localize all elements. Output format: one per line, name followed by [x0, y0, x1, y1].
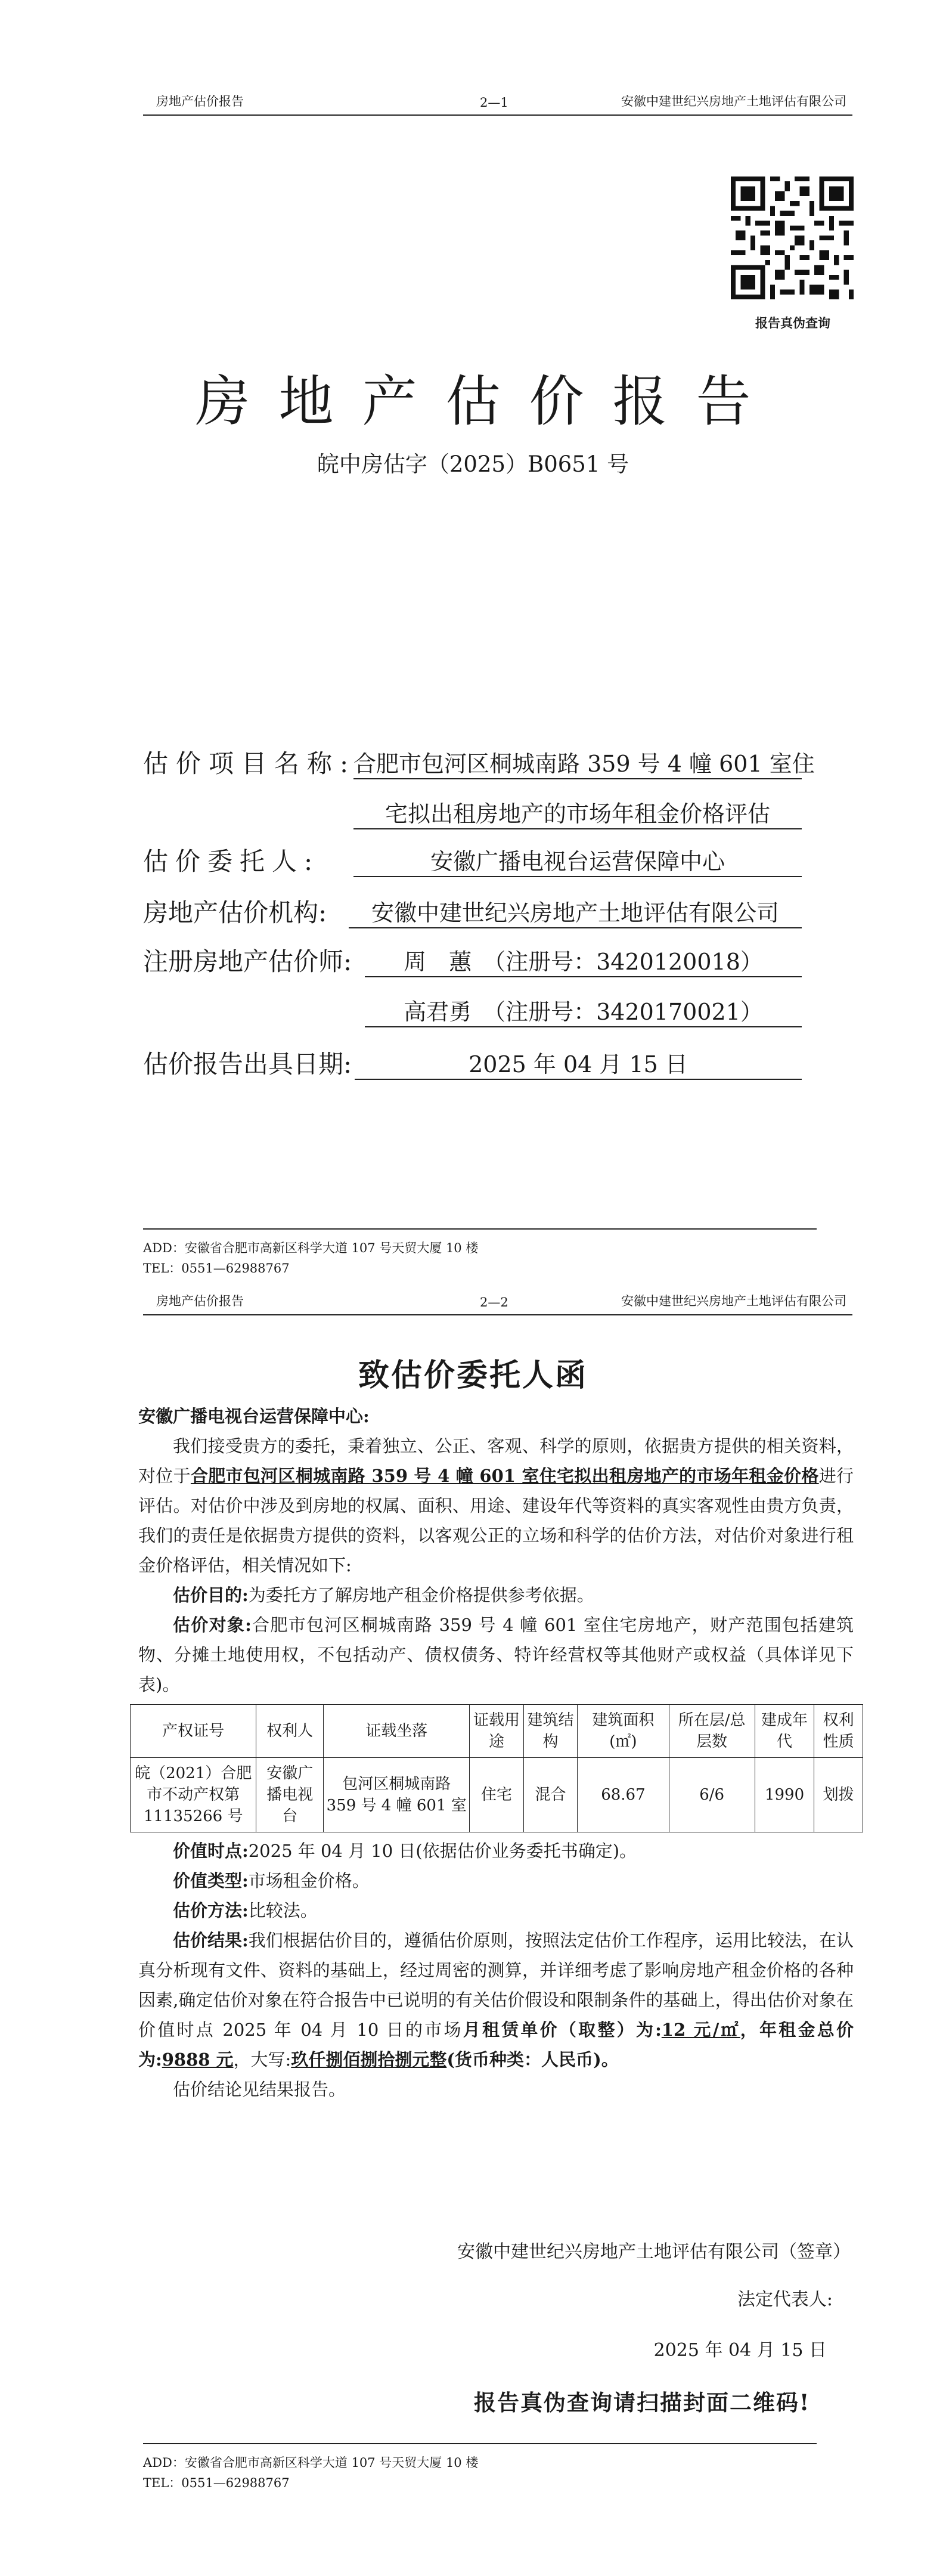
th-structure: 建筑结构 — [523, 1705, 578, 1758]
value-type: 价值类型:市场租金价格。 — [173, 1871, 370, 1891]
th-use: 证载用途 — [470, 1705, 524, 1758]
th-year: 建成年代 — [755, 1705, 814, 1758]
cell-cert: 皖（2021）合肥市不动产权第11135266 号 — [131, 1758, 256, 1832]
total-price: 9888 元 — [162, 2049, 234, 2070]
footer-tel: TEL：0551—62988767 — [143, 1261, 290, 1275]
total-price-uppercase: 玖仟捌佰捌拾捌元整 — [291, 2049, 447, 2070]
purpose-paragraph: 估价目的:为委托方了解房地产租金价格提供参考依据。 — [173, 1585, 594, 1605]
valuation-result: 估价结果:我们根据估价目的，遵循估价原则，按照法定估价工作程序，运用比较法，在认真分析现有文件、资料的基础上，经过周密的测算，并详细考虑了影响房地产租金价格的各种因素,确定估价对象在符合报告中已说明的有关估价假设和限制条件的基础上，得出估价对象在价值时点 2025 年 04 月 10 日的市场月租赁单价（取整）为:12 元/㎡，年租金总价为:9888 元，大写:玖仟捌佰捌拾捌元整(货币种类：人民币)。 — [138, 1930, 854, 2070]
header-page-number: 2—1 — [480, 95, 508, 110]
intro-paragraph: 我们接受贵方的委托，秉着独立、公正、客观、科学的原则，依据贵方提供的相关资料，对位于合肥市包河区桐城南路 359 号 4 幢 601 室住宅拟出租房地产的市场年租金价格进行评估。对估价中涉及到房地的权属、面积、用途、建设年代等资料的真实客观性由贵方负责，我们的责任是依据贵方提供的资料，以客观公正的立场和科学的估价方法，对估价对象进行租金价格评估，相关情况如下: — [138, 1436, 854, 1575]
letter-page — [0, 1288, 946, 2576]
cell-right: 划拨 — [814, 1758, 863, 1832]
report-title: 房地产估价报告 — [195, 370, 780, 434]
client-label: 估价委托人: — [143, 847, 320, 876]
th-owner: 权利人 — [256, 1705, 324, 1758]
letter-title: 致估价委托人函 — [358, 1357, 588, 1394]
salutation: 安徽广播电视台运营保障中心: — [138, 1406, 370, 1426]
qr-caption: 报告真伪查询 — [755, 315, 830, 330]
cell-area: 68.67 — [578, 1758, 669, 1832]
cell-location: 包河区桐城南路 359 号 4 幢 601 室 — [324, 1758, 470, 1832]
footer-address: ADD：安徽省合肥市高新区科学大道 107 号天贸大厦 10 楼 — [143, 1241, 479, 1255]
header-right: 安徽中建世纪兴房地产土地评估有限公司 — [621, 94, 846, 109]
page-footer — [143, 2443, 817, 2493]
cell-use: 住宅 — [470, 1758, 524, 1832]
appraiser-1: 周 蕙 （注册号：3420120018） — [365, 943, 802, 977]
header-page-number: 2—2 — [480, 1295, 508, 1309]
property-table — [130, 1704, 863, 1832]
header-left: 房地产估价报告 — [156, 1294, 244, 1308]
cell-structure: 混合 — [523, 1758, 578, 1832]
conclusion: 估价结论见结果报告。 — [173, 2079, 346, 2100]
date-value: 2025 年 04 月 15 日 — [355, 1046, 802, 1080]
object-paragraph: 估价对象:合肥市包河区桐城南路 359 号 4 幢 601 室住宅房地产，财产范围包括建筑物、分摊土地使用权，不包括动产、债权债务、特许经营权等其他财产或权益（具体详见下表)。 — [138, 1615, 854, 1695]
project-value-line1: 合肥市包河区桐城南路 359 号 4 幢 601 室住 — [353, 745, 802, 779]
th-area: 建筑面积(㎡) — [578, 1705, 669, 1758]
company-signature: 安徽中建世纪兴房地产土地评估有限公司（签章） — [457, 2241, 851, 2262]
legal-representative: 法定代表人: — [737, 2289, 833, 2310]
table-row — [131, 1758, 863, 1832]
cell-floor: 6/6 — [669, 1758, 755, 1832]
project-label: 估价项目名称: — [143, 749, 356, 778]
header-left: 房地产估价报告 — [156, 94, 244, 109]
appraiser-label: 注册房地产估价师: — [143, 947, 352, 976]
footer-tel: TEL：0551—62988767 — [143, 2476, 290, 2490]
letter-date: 2025 年 04 月 15 日 — [653, 2340, 827, 2361]
value-time: 价值时点:2025 年 04 月 10 日(依据估价业务委托书确定)。 — [173, 1841, 637, 1861]
report-number: 皖中房估字（2025）B0651 号 — [317, 451, 629, 477]
footer-address: ADD：安徽省合肥市高新区科学大道 107 号天贸大厦 10 楼 — [143, 2456, 479, 2470]
qr-code-icon[interactable] — [731, 177, 854, 299]
page-header — [143, 88, 852, 116]
subject-highlight: 合肥市包河区桐城南路 359 号 4 幢 601 室住宅拟出租房地产的市场年租金价格 — [190, 1466, 819, 1486]
cell-owner: 安徽广播电视台 — [256, 1758, 324, 1832]
th-cert: 产权证号 — [131, 1705, 256, 1758]
verification-note: 报告真伪查询请扫描封面二维码! — [474, 2389, 811, 2416]
unit-price: 12 元/㎡ — [661, 2020, 740, 2040]
page-footer — [143, 1228, 817, 1278]
th-floor: 所在层/总层数 — [669, 1705, 755, 1758]
agency-value: 安徽中建世纪兴房地产土地评估有限公司 — [349, 894, 802, 928]
th-location: 证载坐落 — [324, 1705, 470, 1758]
header-right: 安徽中建世纪兴房地产土地评估有限公司 — [621, 1294, 846, 1308]
th-right: 权利性质 — [814, 1705, 863, 1758]
client-value: 安徽广播电视台运营保障中心 — [353, 843, 802, 877]
cell-year: 1990 — [755, 1758, 814, 1832]
page-header — [143, 1288, 852, 1315]
table-header-row — [131, 1705, 863, 1758]
letter-body — [135, 1401, 854, 2104]
appraiser-2: 高君勇 （注册号：3420170021） — [365, 993, 802, 1027]
project-value-line2: 宅拟出租房地产的市场年租金价格评估 — [353, 795, 802, 829]
agency-label: 房地产估价机构: — [143, 898, 327, 927]
valuation-method: 估价方法:比较法。 — [173, 1900, 318, 1921]
date-label: 估价报告出具日期: — [143, 1049, 352, 1079]
